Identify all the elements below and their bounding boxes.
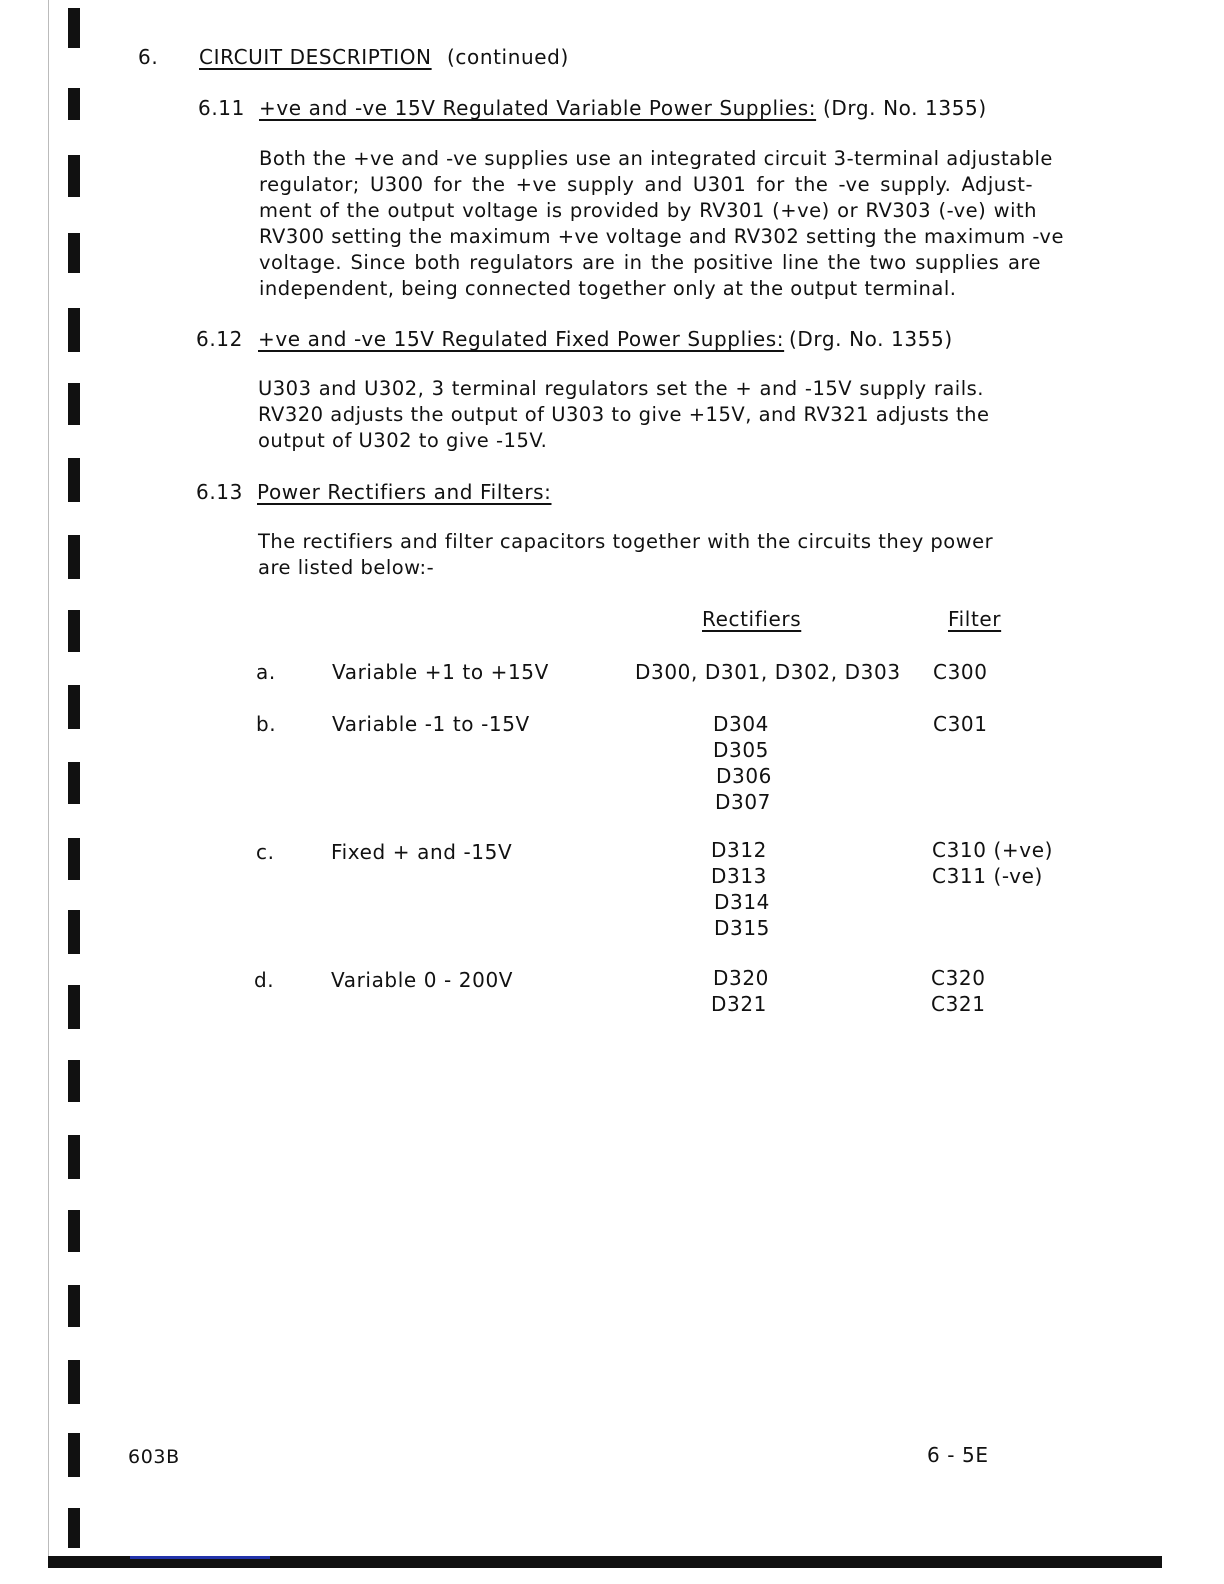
subsection-heading: +ve and -ve 15V Regulated Fixed Power Supplies: bbox=[258, 327, 785, 351]
filter-id: C310 (+ve) bbox=[932, 838, 1053, 862]
paragraph-line: independent, being connected together only at the output terminal. bbox=[259, 277, 957, 300]
binding-mark bbox=[68, 762, 80, 804]
row-rectifiers bbox=[713, 965, 769, 1017]
filter-id: C311 (-ve) bbox=[932, 864, 1043, 888]
scan-bottom-tint bbox=[130, 1556, 270, 1559]
drawing-reference: (Drg. No. 1355) bbox=[789, 327, 953, 351]
row-description: Fixed + and -15V bbox=[331, 840, 513, 864]
binding-mark bbox=[68, 610, 80, 652]
binding-mark bbox=[68, 1360, 80, 1404]
row-rectifiers bbox=[635, 659, 901, 685]
binding-mark bbox=[68, 1433, 80, 1477]
paragraph-line: U303 and U302, 3 terminal regulators set the + and -15V supply rails. bbox=[258, 377, 984, 400]
binding-mark bbox=[68, 233, 80, 273]
filter-id: C301 bbox=[933, 712, 988, 736]
drawing-reference: (Drg. No. 1355) bbox=[823, 96, 987, 120]
binding-mark bbox=[68, 535, 80, 579]
rectifier-id: D321 bbox=[711, 992, 767, 1016]
rectifier-id: D304 bbox=[713, 712, 769, 736]
section-title: CIRCUIT DESCRIPTION bbox=[199, 45, 432, 69]
subsection-number: 6.11 bbox=[198, 96, 245, 120]
column-header-filter: Filter bbox=[948, 607, 1002, 631]
paragraph-6-13 bbox=[258, 529, 998, 581]
rectifier-id: D313 bbox=[711, 864, 767, 888]
row-description: Variable -1 to -15V bbox=[332, 712, 530, 736]
row-letter: d. bbox=[254, 968, 275, 992]
row-filters bbox=[932, 837, 1053, 889]
subsection-number: 6.12 bbox=[196, 327, 243, 351]
rectifier-id: D307 bbox=[715, 790, 771, 814]
paragraph-line: Both the +ve and -ve supplies use an integrated circuit 3-terminal adjustable bbox=[259, 147, 1053, 170]
binding-mark bbox=[68, 155, 80, 197]
paragraph-6-12 bbox=[258, 376, 988, 454]
binding-mark bbox=[68, 1508, 80, 1548]
paragraph-line: regulator; U300 for the +ve supply and U301 for the -ve supply. Adjust- bbox=[259, 173, 1033, 196]
binding-mark bbox=[68, 458, 80, 502]
footer-page-number: 6 - 5E bbox=[927, 1443, 989, 1467]
rectifier-id: D305 bbox=[713, 738, 769, 762]
binding-mark bbox=[68, 383, 80, 425]
binding-mark bbox=[68, 308, 80, 352]
row-letter: a. bbox=[256, 660, 276, 684]
subsection-heading: +ve and -ve 15V Regulated Variable Power Supplies: bbox=[259, 96, 817, 120]
binding-mark bbox=[68, 685, 80, 729]
row-rectifiers bbox=[711, 837, 770, 941]
row-description: Variable +1 to +15V bbox=[332, 660, 549, 684]
binding-mark bbox=[68, 1285, 80, 1327]
paragraph-line: ment of the output voltage is provided by RV301 (+ve) or RV303 (-ve) with bbox=[259, 199, 1037, 222]
section-continued: (continued) bbox=[447, 45, 569, 69]
rectifier-id: D314 bbox=[714, 890, 770, 914]
row-description: Variable 0 - 200V bbox=[331, 968, 514, 992]
binding-mark bbox=[68, 1135, 80, 1179]
rectifier-id: D300, D301, D302, D303 bbox=[635, 660, 901, 684]
subsection-number: 6.13 bbox=[196, 480, 243, 504]
row-letter: c. bbox=[256, 840, 275, 864]
row-rectifiers bbox=[713, 711, 772, 815]
binding-margin-line bbox=[48, 0, 49, 1560]
filter-id: C320 bbox=[931, 966, 986, 990]
rectifier-id: D315 bbox=[714, 916, 770, 940]
paragraph-line: RV320 adjusts the output of U303 to give +15V, and RV321 adjusts the bbox=[258, 403, 990, 426]
paragraph-line: are listed below:- bbox=[258, 556, 435, 579]
paragraph-line: The rectifiers and filter capacitors together with the circuits they power bbox=[258, 530, 994, 553]
row-filters bbox=[933, 711, 988, 737]
paragraph-line: voltage. Since both regulators are in the positive line the two supplies are bbox=[259, 251, 1041, 274]
paragraph-line: output of U302 to give -15V. bbox=[258, 429, 548, 452]
binding-mark bbox=[68, 910, 80, 954]
rectifier-id: D306 bbox=[716, 764, 772, 788]
paragraph-line: RV300 setting the maximum +ve voltage and RV302 setting the maximum -ve bbox=[259, 225, 1064, 248]
binding-mark bbox=[68, 838, 80, 880]
subsection-heading: Power Rectifiers and Filters: bbox=[257, 480, 552, 504]
row-filters bbox=[933, 659, 988, 685]
binding-mark bbox=[68, 88, 80, 120]
section-number: 6. bbox=[138, 45, 159, 69]
filter-id: C321 bbox=[931, 992, 986, 1016]
paragraph-6-11 bbox=[259, 146, 1064, 302]
row-letter: b. bbox=[256, 712, 277, 736]
binding-mark bbox=[68, 985, 80, 1029]
rectifier-id: D320 bbox=[713, 966, 769, 990]
row-filters bbox=[931, 965, 986, 1017]
footer-model: 603B bbox=[128, 1446, 180, 1468]
filter-id: C300 bbox=[933, 660, 988, 684]
binding-mark bbox=[68, 1060, 80, 1102]
column-header-rectifiers: Rectifiers bbox=[702, 607, 802, 631]
binding-mark bbox=[68, 8, 80, 48]
rectifier-id: D312 bbox=[711, 838, 767, 862]
binding-mark bbox=[68, 1210, 80, 1252]
